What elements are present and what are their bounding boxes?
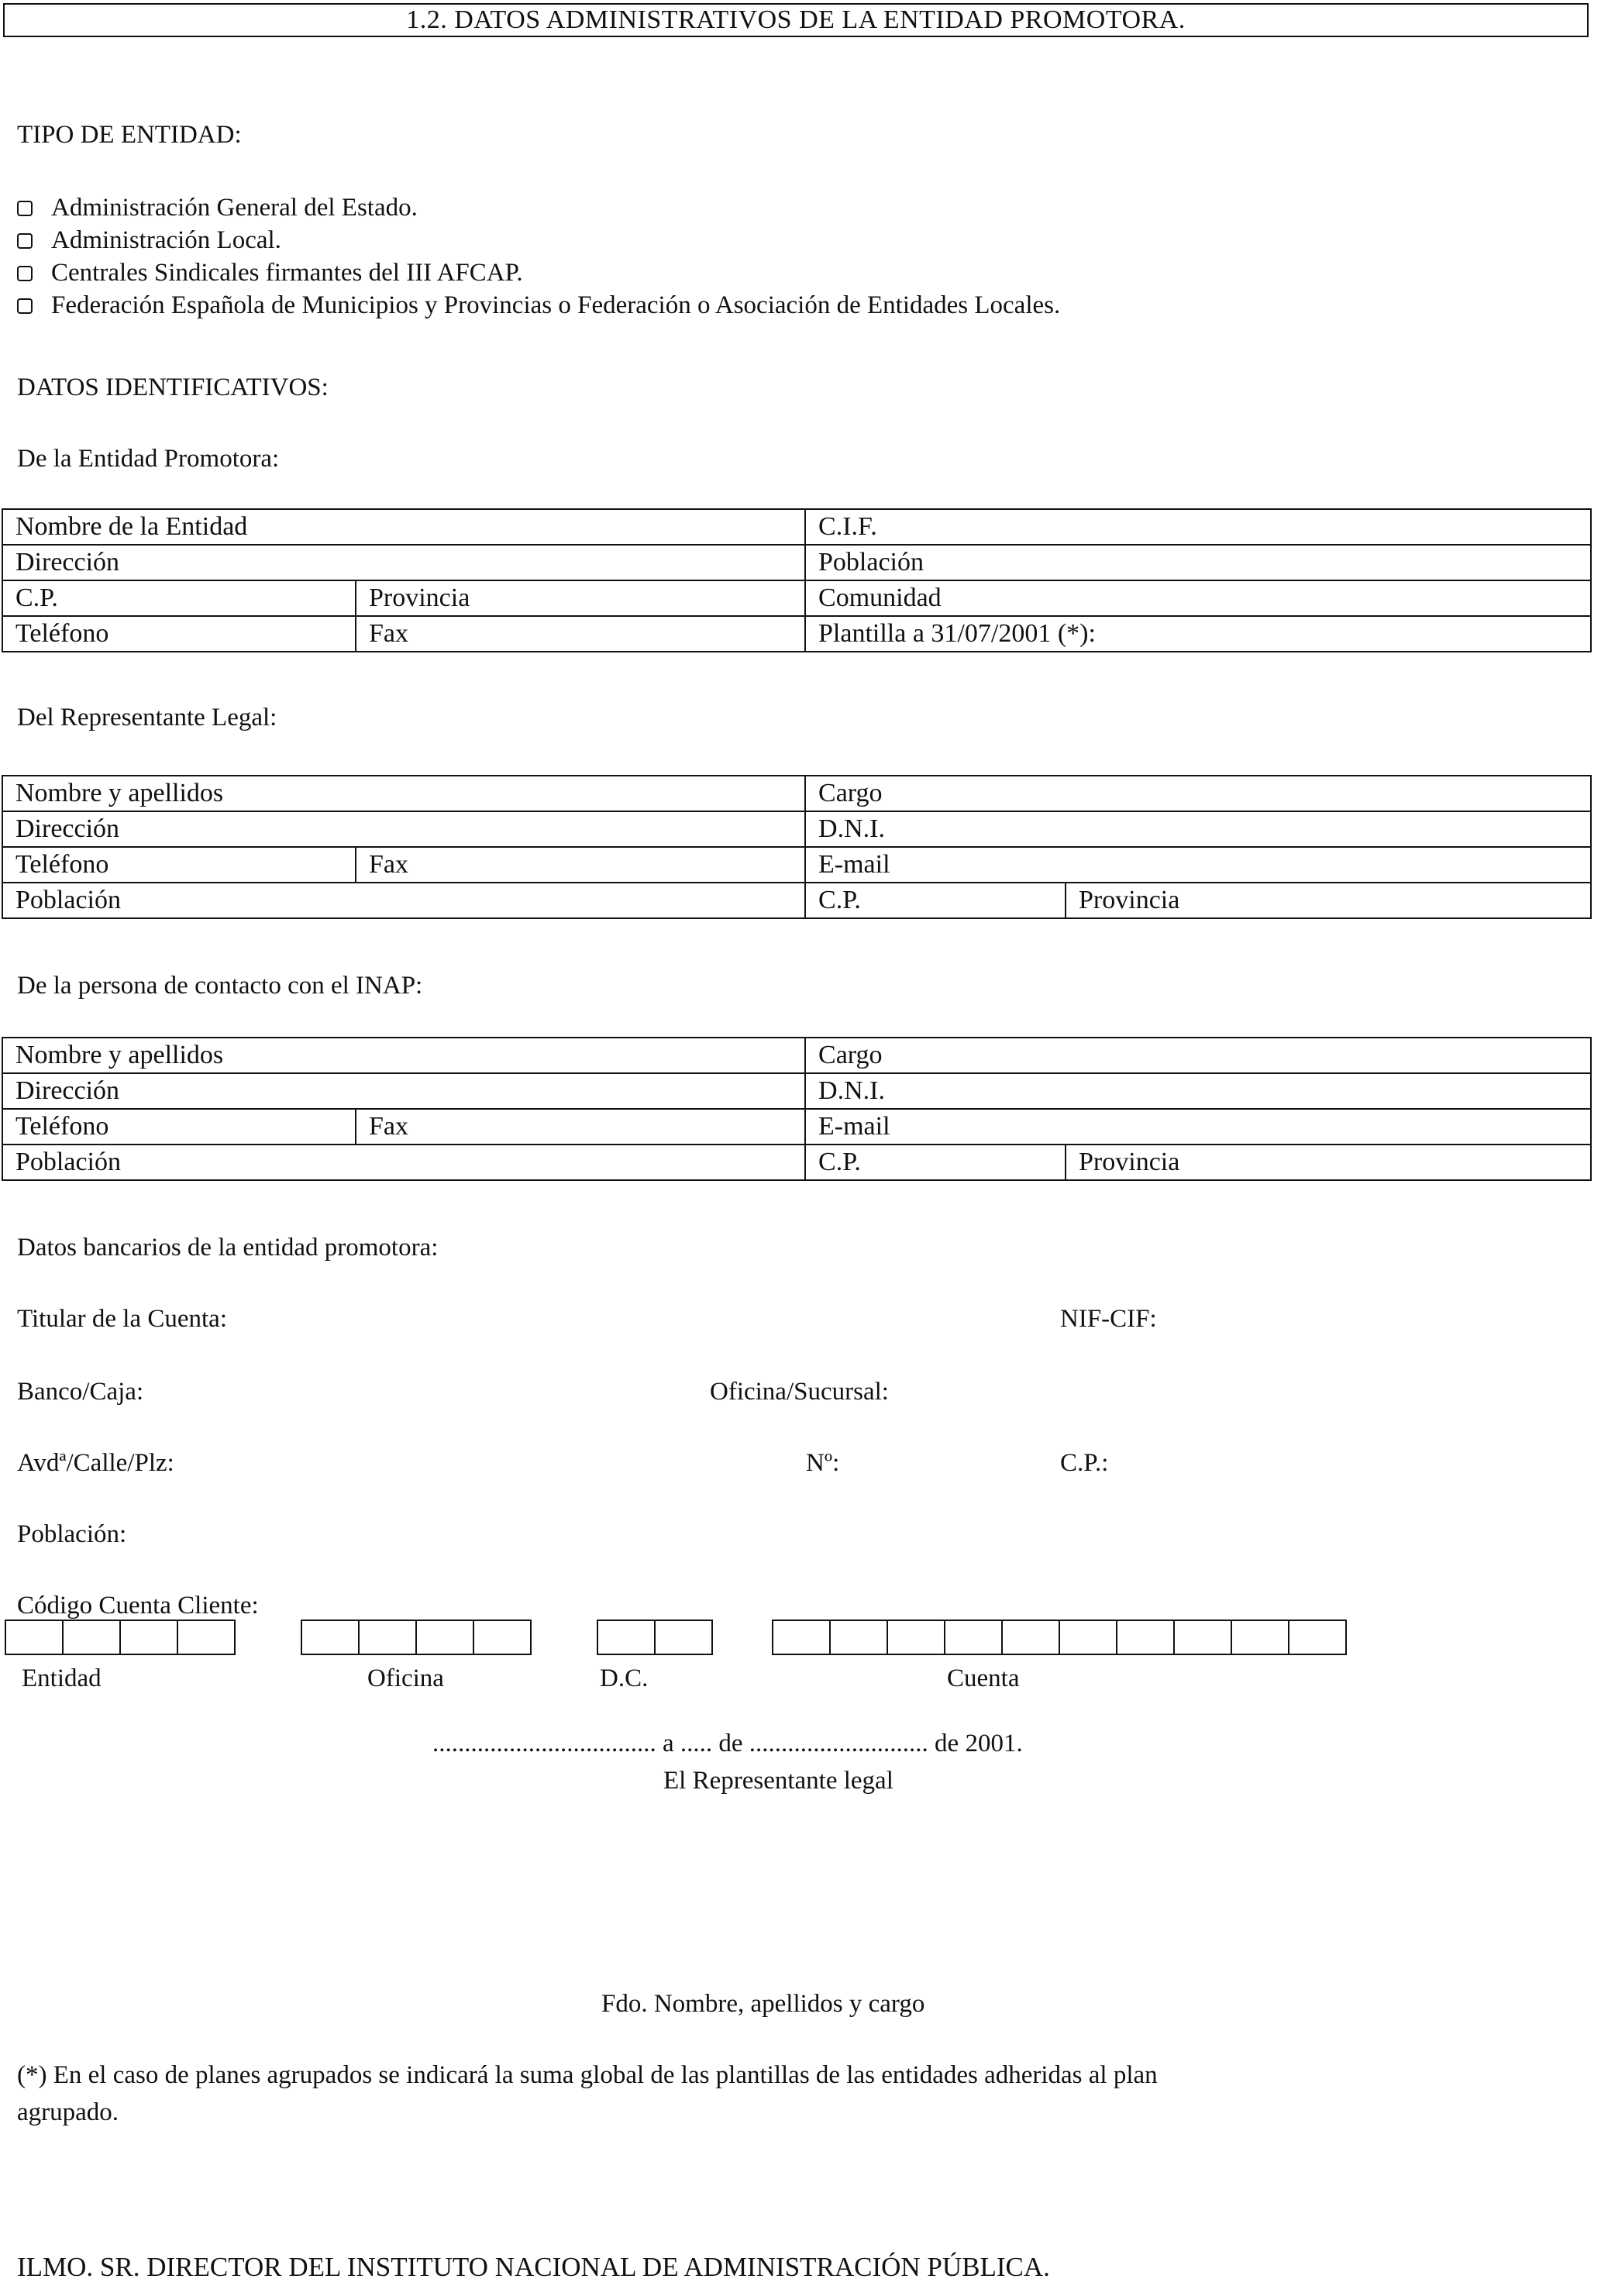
digit-box[interactable]	[1288, 1620, 1347, 1655]
ccc-entidad-label: Entidad	[22, 1664, 102, 1692]
tipo-option-label: Federación Española de Municipios y Provincias o Federación o Asociación de Entidades Locales.	[51, 291, 1061, 319]
provincia-field[interactable]: Provincia	[1066, 883, 1591, 918]
digit-box[interactable]	[829, 1620, 888, 1655]
oficina-sucursal-label: Oficina/Sucursal:	[710, 1378, 889, 1406]
datos-identificativos-heading: DATOS IDENTIFICATIVOS:	[17, 373, 329, 401]
digit-box[interactable]	[1001, 1620, 1060, 1655]
tipo-option-femp[interactable]	[17, 291, 1060, 320]
ccc-oficina-boxes[interactable]	[301, 1620, 530, 1655]
digit-box[interactable]	[415, 1620, 474, 1655]
cp-field[interactable]: C.P.	[805, 1145, 1066, 1180]
table-row	[2, 847, 1591, 883]
email-field[interactable]: E-mail	[805, 1109, 1591, 1145]
table-row	[2, 616, 1591, 652]
provincia-field[interactable]: Provincia	[356, 580, 805, 616]
digit-box[interactable]	[473, 1620, 532, 1655]
digit-box[interactable]	[5, 1620, 64, 1655]
datos-bancarios-heading: Datos bancarios de la entidad promotora:	[17, 1234, 439, 1262]
digit-box[interactable]	[654, 1620, 713, 1655]
nota-linea-2: agrupado.	[17, 2098, 119, 2126]
table-row	[2, 883, 1591, 918]
digit-box[interactable]	[358, 1620, 417, 1655]
checkbox[interactable]	[17, 266, 33, 281]
digit-box[interactable]	[597, 1620, 656, 1655]
poblacion-label: Población:	[17, 1520, 127, 1548]
representante-legal-heading: Del Representante Legal:	[17, 704, 277, 731]
cargo-field[interactable]: Cargo	[805, 776, 1591, 811]
nota-linea-1: (*) En el caso de planes agrupados se indicará la suma global de las plantillas de las entidades adheridas al plan	[17, 2061, 1158, 2089]
titular-cuenta-label: Titular de la Cuenta:	[17, 1305, 227, 1333]
telefono-field[interactable]: Teléfono	[2, 1109, 356, 1145]
ccc-dc-boxes[interactable]	[597, 1620, 711, 1655]
ccc-entidad-boxes[interactable]	[5, 1620, 234, 1655]
tipo-option-age[interactable]	[17, 194, 418, 222]
digit-box[interactable]	[887, 1620, 945, 1655]
tipo-option-local[interactable]	[17, 226, 281, 255]
section-title: 1.2. DATOS ADMINISTRATIVOS DE LA ENTIDAD PROMOTORA.	[406, 5, 1186, 34]
table-row	[2, 811, 1591, 847]
cp-field[interactable]: C.P.	[805, 883, 1066, 918]
nombre-apellidos-field[interactable]: Nombre y apellidos	[2, 1038, 805, 1073]
cif-field[interactable]: C.I.F.	[805, 509, 1591, 545]
direccion-field[interactable]: Dirección	[2, 1073, 805, 1109]
ccc-dc-label: D.C.	[600, 1664, 649, 1692]
direccion-field[interactable]: Dirección	[2, 545, 805, 580]
tipo-option-sindicales[interactable]	[17, 259, 523, 287]
fax-field[interactable]: Fax	[356, 847, 805, 883]
calle-label: Avdª/Calle/Plz:	[17, 1449, 174, 1477]
digit-box[interactable]	[301, 1620, 360, 1655]
ccc-label: Código Cuenta Cliente:	[17, 1592, 259, 1620]
direccion-field[interactable]: Dirección	[2, 811, 805, 847]
digit-box[interactable]	[944, 1620, 1003, 1655]
dni-field[interactable]: D.N.I.	[805, 811, 1591, 847]
poblacion-field[interactable]: Población	[805, 545, 1591, 580]
contacto-inap-heading: De la persona de contacto con el INAP:	[17, 972, 423, 1000]
digit-box[interactable]	[1059, 1620, 1117, 1655]
nif-cif-label: NIF-CIF:	[1060, 1305, 1157, 1333]
table-row	[2, 545, 1591, 580]
poblacion-field[interactable]: Población	[2, 883, 805, 918]
ccc-cuenta-boxes[interactable]	[772, 1620, 1345, 1655]
nombre-apellidos-field[interactable]: Nombre y apellidos	[2, 776, 805, 811]
section-title-box	[3, 3, 1589, 37]
digit-box[interactable]	[62, 1620, 121, 1655]
poblacion-field[interactable]: Población	[2, 1145, 805, 1180]
table-row	[2, 1109, 1591, 1145]
plantilla-field[interactable]: Plantilla a 31/07/2001 (*):	[805, 616, 1591, 652]
table-row	[2, 509, 1591, 545]
telefono-field[interactable]: Teléfono	[2, 616, 356, 652]
tipo-option-label: Administración Local.	[51, 226, 281, 254]
digit-box[interactable]	[1116, 1620, 1175, 1655]
digit-box[interactable]	[1173, 1620, 1232, 1655]
checkbox[interactable]	[17, 201, 33, 216]
representante-legal-firma: El Representante legal	[663, 1767, 893, 1795]
digit-box[interactable]	[1231, 1620, 1289, 1655]
fax-field[interactable]: Fax	[356, 1109, 805, 1145]
representante-legal-table	[2, 775, 1592, 919]
cp-field[interactable]: C.P.	[2, 580, 356, 616]
entidad-promotora-table	[2, 508, 1592, 652]
cargo-field[interactable]: Cargo	[805, 1038, 1591, 1073]
destinatario: ILMO. SR. DIRECTOR DEL INSTITUTO NACIONAL DE ADMINISTRACIÓN PÚBLICA.	[17, 2252, 1050, 2282]
email-field[interactable]: E-mail	[805, 847, 1591, 883]
telefono-field[interactable]: Teléfono	[2, 847, 356, 883]
tipo-option-label: Centrales Sindicales firmantes del III AFCAP.	[51, 259, 523, 287]
digit-box[interactable]	[177, 1620, 236, 1655]
table-row	[2, 776, 1591, 811]
table-row	[2, 1038, 1591, 1073]
ccc-cuenta-label: Cuenta	[947, 1664, 1020, 1692]
nombre-entidad-field[interactable]: Nombre de la Entidad	[2, 509, 805, 545]
digit-box[interactable]	[119, 1620, 178, 1655]
fdo-linea: Fdo. Nombre, apellidos y cargo	[601, 1990, 925, 2018]
entidad-promotora-heading: De la Entidad Promotora:	[17, 445, 280, 473]
banco-caja-label: Banco/Caja:	[17, 1378, 144, 1406]
tipo-entidad-heading: TIPO DE ENTIDAD:	[17, 121, 242, 149]
checkbox[interactable]	[17, 298, 33, 314]
table-row	[2, 580, 1591, 616]
dni-field[interactable]: D.N.I.	[805, 1073, 1591, 1109]
fax-field[interactable]: Fax	[356, 616, 805, 652]
fecha-linea: ................................... a ..... de ............................ de 2001.	[432, 1730, 1023, 1757]
table-row	[2, 1145, 1591, 1180]
cp-label: C.P.:	[1060, 1449, 1109, 1477]
contacto-inap-table	[2, 1037, 1592, 1181]
digit-box[interactable]	[772, 1620, 831, 1655]
numero-label: Nº:	[806, 1449, 840, 1477]
ccc-oficina-label: Oficina	[367, 1664, 444, 1692]
table-row	[2, 1073, 1591, 1109]
comunidad-field[interactable]: Comunidad	[805, 580, 1591, 616]
tipo-option-label: Administración General del Estado.	[51, 194, 418, 222]
checkbox[interactable]	[17, 233, 33, 249]
provincia-field[interactable]: Provincia	[1066, 1145, 1591, 1180]
